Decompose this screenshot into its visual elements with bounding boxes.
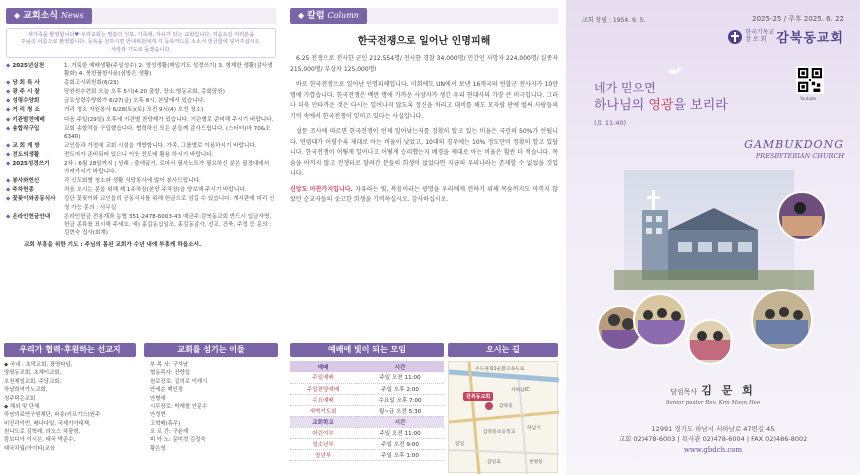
- list-line: 원로장로: 김의로 이재시: [150, 378, 208, 385]
- column-essay: [290, 32, 558, 206]
- map-label: 감일: [455, 442, 465, 447]
- list-line: 하남희여가노교회,: [4, 387, 48, 394]
- news-item-text: 각 신도회별 청소와 생활 식당봉사에 많이 봉사드립니다.: [64, 178, 201, 185]
- map-label: 감일로: [487, 460, 501, 465]
- verse-reference: (요 11:40): [594, 118, 627, 127]
- map-church-marker: 감북동교회: [463, 392, 493, 401]
- service-name: 주일찬양예배: [290, 383, 356, 394]
- diamond-icon: ◆: [14, 11, 21, 20]
- service-name: 어린이부: [290, 427, 356, 438]
- missions-title: 우리가 협력·후원하는 선교지: [4, 343, 136, 357]
- church-website[interactable]: www.gbdch.com: [683, 445, 743, 454]
- list-line: 부 목 사: 구자남: [150, 362, 189, 368]
- service-name: 새벽기도회: [290, 405, 356, 416]
- schedule-row: [290, 394, 444, 405]
- news-item-key: 기관발전예배: [12, 116, 45, 123]
- schedule-col-time: 시간: [356, 361, 444, 372]
- news-item: [6, 213, 276, 237]
- news-item: [6, 116, 276, 124]
- news-item-key: 봉사와헌신: [12, 178, 40, 185]
- english-name-sub: PRESBYTERIAN CHURCH: [755, 152, 844, 160]
- news-item-text: 총회고시위원회(6/23): [64, 80, 119, 87]
- list-line: 안병애: [150, 395, 166, 402]
- column-paragraph: 6.25 전쟁으로 전사한 군인 212,554명/ 전사한 경찰 34,000명/ 민간인 사망자 224,000명/ 실종자 215,000명/ 부상자 125,000명!: [290, 55, 558, 73]
- column-title-en: Column: [327, 11, 359, 20]
- map-label: 하남시: [527, 426, 541, 431]
- service-name: 수요예배: [290, 394, 356, 405]
- map-label: 감북동: [499, 404, 513, 409]
- church-address: 12991 경기도 하남시 서하남로 47번길 45: [651, 425, 775, 433]
- news-item-title: [6, 62, 64, 78]
- bottom-left-boxes: [0, 343, 282, 453]
- schedule-row: [290, 449, 444, 460]
- news-item-title: [6, 142, 64, 150]
- schedule-row: [290, 383, 444, 394]
- column-emphasis: 신앙도 마찬가지입니다.: [290, 185, 353, 193]
- news-item-title: [6, 116, 64, 124]
- school-rows: [290, 427, 444, 460]
- news-item: [6, 142, 276, 150]
- verse-line2: [594, 97, 728, 115]
- welcome-line: 사랑과 기도로 돕겠습니다.: [110, 46, 172, 53]
- news-item: [6, 88, 276, 96]
- church-collage-image: [594, 170, 828, 366]
- news-item: [6, 97, 276, 105]
- english-name-main: GAMBUKDONG: [744, 138, 844, 151]
- news-item: [6, 177, 276, 185]
- news-item-text: 처음 오시는 분을 위해 제 1주차장(본당 주차장)을 양보해 주시기 바랍니다.: [64, 187, 247, 194]
- news-item-key: 당 회 특 사: [12, 80, 40, 87]
- news-item: [6, 125, 276, 141]
- news-item-text: 담원원수련회 오늘 오후 5시(4:20 출발, 장소:영동교회, 총회담원): [64, 89, 225, 96]
- column-paragraph: 바로 한국전쟁으로 일어난 인명피해입니다. 미회에도 UN에서 보낸 16개국의 연합군 전사자가 10만 명에 가깝습니다. 한국전쟁은 백만 명에 가까운 사상자가 생긴 우리 현대사의 가장 큰 비극입니다. 그러나 더욱 안타까운 것은 다시는 일어나지 않도록 정신을 차리고 대비를 해도 모자랄 판에 벌써 사람들의 기억 속에서 한국전쟁이 잊히고 있다는 사실입니다.: [290, 81, 558, 120]
- service-time: 주일 오전 9:00: [356, 438, 444, 449]
- news-item-key: 2025년실천: [12, 62, 45, 69]
- news-title: 교회소식: [23, 11, 58, 21]
- schedule-row: [290, 372, 444, 383]
- cover-top: [566, 0, 860, 24]
- diamond-icon: ◆: [6, 161, 11, 168]
- news-item-key: 교 회 게 방: [12, 142, 40, 149]
- news-item-key: 송합작구입: [12, 125, 40, 132]
- service-name: 청소년부: [290, 438, 356, 449]
- news-item: [6, 62, 276, 78]
- welcome-line: 새가족을 환영합니다♥ 우리교회는 말씀의 선포, 가족애, 자유가 있는 교회입니다. 처음오신 여러분을: [27, 32, 255, 38]
- cross-icon: [728, 30, 742, 44]
- list-line: 양평동교회, 초체이교회,: [4, 370, 62, 377]
- list-line: 황은영: [150, 445, 166, 452]
- news-item-title: [6, 186, 64, 194]
- list-line: 협동목사: 진향섭: [150, 370, 190, 377]
- column-panel: [286, 0, 562, 475]
- missions-list: [4, 361, 136, 453]
- org-top: 한국기독교: [745, 28, 775, 36]
- diamond-icon: ◆: [6, 178, 11, 185]
- qr-code[interactable]: [796, 66, 824, 94]
- english-name: [684, 138, 844, 160]
- news-item: [6, 195, 276, 211]
- news-item-title: [6, 195, 64, 211]
- column-paragraph: [290, 185, 558, 206]
- schedule-header: [290, 361, 444, 372]
- qr-label: Youtube: [800, 96, 816, 101]
- servants-title: 교회를 섬기는 이들: [144, 343, 278, 357]
- news-item-text: 1. 거룩한 예배생활(주일성수) 2. 영성생활(매일기도 성경쓰기) 3. 형제한 생활(감사생활화) 4. 북한품함사용(심방은 생활): [64, 62, 273, 77]
- news-item-title: [6, 125, 64, 141]
- diamond-icon: ◆: [6, 142, 11, 149]
- news-item-key: 꽃꽂이와공동식사: [12, 196, 56, 203]
- column-header: [290, 8, 558, 24]
- list-line: 원니도로 김혁래, 라오스 차광형,: [4, 429, 81, 435]
- news-item-text: 2차 : 6월 28일까지 | 성래 : 출애굽기, 로마서 필사노트가 필요하신 분은 필경대에서 가져가시기 바랍니다.: [64, 161, 270, 176]
- news-item-title: [6, 160, 64, 176]
- news-item-key: 성령수양회: [12, 98, 40, 105]
- verse-line1: 네가 믿으면: [594, 81, 656, 95]
- diamond-icon: ◆: [6, 62, 11, 69]
- news-item-text: 강단 꽃꽂이와 교인들의 공동식사를 위해 헌금으로 섬길 수 있습니다. 게시판에 미리 신청 가능 문의 : 사무실: [64, 196, 275, 211]
- news-item-key: 온라인헌금안내: [12, 213, 51, 220]
- news-item-text: 온라인헌금 전용계좌 농협 351-2478-6003-43 예금주:감북동교회 반드시 입금자명, 헌금 종류를 표시해 주세요. 예) 홍길동십일조, 홍길동감사, 선교, 건축, 주정 등 문의 : 김현숙 집사(회계): [64, 213, 272, 236]
- news-title-en: News: [60, 11, 84, 20]
- diamond-icon: ◆: [6, 98, 11, 105]
- verse-block: [594, 80, 728, 127]
- news-item-title: [6, 151, 64, 159]
- service-time: 주일 오후 1:00: [356, 449, 444, 460]
- news-header: [6, 8, 276, 24]
- schedule-subheader: [290, 416, 444, 427]
- news-item-text: 거리 청소 자원봉사 6/28(토)(토) 오전 9시(4) 오전 청소): [64, 107, 204, 114]
- directions-title: 오시는 길: [448, 343, 558, 357]
- news-item-key: 거 리 청 소: [12, 107, 40, 114]
- church-name: 감북동교회: [776, 31, 844, 46]
- pastor-line: [566, 382, 860, 398]
- pastor-label: 담임목사: [670, 388, 698, 396]
- directions-map: [448, 361, 558, 473]
- news-item-key: 2025성경쓰기: [12, 161, 50, 168]
- list-line: 캄보디아 이시은, 태국 박준수,: [4, 437, 76, 444]
- news-item-title: [6, 213, 64, 237]
- list-line: ◆ 해외 및 단체: [4, 403, 40, 410]
- column-text: 자유라는 빛, 복음이라는 광명을 우리에게 전하기 위해 목숨까지도 아끼지 않았던 순교자들의 숭고한 희생을 기억하십시오. 감사하십시오.: [290, 185, 558, 203]
- schedule-title: 예배에 빛이 되는 모임: [290, 343, 444, 357]
- news-item-text: 다음 주일(29일) 오후에 기관별 찬양제가 있습니다. 기관별로 준비해 주시기 바랍니다.: [64, 116, 274, 123]
- diamond-icon: ◆: [6, 89, 11, 96]
- news-item-text: 교인들과 가정에 교회 시설을 개방합니다. 가족, 그룹별로 이용하시기 바랍니다.: [64, 142, 257, 149]
- news-item: [6, 79, 276, 87]
- diamond-icon: ◆: [6, 196, 11, 203]
- service-name: 청년부: [290, 449, 356, 460]
- service-time: 월~금 오전 5:30: [356, 405, 444, 416]
- list-line: 안정현: [150, 412, 166, 419]
- diamond-icon: ◆: [6, 116, 11, 123]
- map-label: 서하남IC: [511, 388, 530, 393]
- founded-date: 교회 창립 : 1954. 9. 5.: [582, 16, 646, 24]
- missions-box: [0, 343, 140, 453]
- bulletin-date: 2025-25 / 주후 2025. 6. 22: [752, 15, 844, 23]
- school-col-time: 시간: [356, 416, 444, 427]
- dove-icon: [666, 66, 684, 76]
- servants-list: [144, 361, 278, 453]
- column-heading: 한국전쟁으로 일어난 인명피해: [357, 36, 491, 47]
- prayer-footnote: 교회 부흥을 위한 기도 : 주님의 몸된 교회가 수년 내에 부흥케 하옵소서.: [24, 242, 202, 249]
- contact-block: [566, 424, 860, 456]
- news-item-title: [6, 177, 64, 185]
- schedule-row: [290, 405, 444, 416]
- servants-box: [140, 343, 282, 453]
- news-item: [6, 186, 276, 194]
- news-item-key: 광 주 시 찰: [12, 89, 40, 96]
- diamond-icon: ◆: [6, 187, 11, 194]
- map-label: 수도권제1순환고속도로: [475, 367, 525, 372]
- news-item-title: [6, 88, 64, 96]
- list-line: 비진리이빈, 베나다일, 국제기아대책,: [4, 420, 91, 427]
- schedule-rows: [290, 372, 444, 416]
- org-bottom: 장 로 회: [745, 35, 767, 43]
- list-line: 피 아 노: 문미경 김정숙: [150, 437, 206, 444]
- service-time: 주일 오후 2:00: [356, 383, 444, 394]
- column-paragraph: 설문 조사에 따르면 한국전쟁이 언제 일어났는지를 정확히 알고 있는 비율은 국민의 50%가 안됩니다. 연령대가 어릴수록 제대로 아는 비율이 낮았고, 10대의 경우에는 10% 정도만이 정확히 알고 있답니다. 한국전쟁이 어떻게 일어나고 어떻게 승리했는지 배경을 제대로 아는 비율은 훨씬 더 적습니다. 목숨을 아끼지 않고 전쟁터로 달려간 분들의 희생이 없었다면 지금의 우리나라는 존재할 수 없었을 것입니다.: [290, 128, 558, 177]
- pastor-name: 김 문 희: [701, 384, 756, 397]
- church-phones: 교회 02)478-6003 | 목사관 02)478-6004 | FAX 02)486-8002: [618, 435, 808, 444]
- news-item-text: 전도지가 준비되어 있으니 이웃 전도에 활용 하시기 바랍니다.: [64, 151, 214, 158]
- map-label: 감북동초등학교: [483, 430, 516, 435]
- cover-panel: [566, 0, 860, 475]
- service-time: 수요일 오후 7:00: [356, 394, 444, 405]
- diamond-icon: ◆: [6, 107, 11, 114]
- school-col-name: 교회학교: [290, 416, 356, 427]
- diamond-icon: ◆: [6, 213, 11, 220]
- verse-part: 하나님의: [594, 97, 649, 113]
- list-line: 오 르 간: 구윤재: [150, 429, 189, 435]
- diamond-icon: ◆: [298, 11, 305, 20]
- welcome-box: [6, 28, 276, 58]
- pastor-english: Senior pastor Rev. Kim Moon Hee: [665, 400, 761, 406]
- news-item-title: [6, 97, 64, 105]
- news-item: [6, 160, 276, 176]
- welcome-line: 주님의 이름으로 환영합니다. 등록을 원하시면 안내위원에게 기 등록카드를 소소서 헌금함에 넣어주십시오.: [20, 39, 262, 46]
- pastor-block: [566, 382, 860, 406]
- diamond-icon: ◆: [6, 125, 11, 132]
- list-line: 하남의료연구원제단, 파송(키르기스)원주: [4, 412, 101, 419]
- church-logo: [566, 27, 844, 46]
- schedule-row: [290, 438, 444, 449]
- news-item-text: 금요성령수양회가 6/27(금) 오후 8시, 본당에서 있습니다.: [64, 98, 206, 105]
- map-label: 천현동: [529, 460, 543, 465]
- column-title: 칼럼: [307, 11, 325, 21]
- news-list: [6, 62, 276, 237]
- diamond-icon: ◆: [6, 80, 11, 87]
- list-line: 태국차월(아이티)교육: [4, 445, 56, 452]
- service-time: 주일 오전 11:00: [356, 372, 444, 383]
- schedule-box: [290, 343, 444, 461]
- list-line: ◆ 국내 : 초막교회, 광명타임,: [4, 362, 73, 368]
- verse-accent: 영광: [648, 97, 674, 113]
- news-item: [6, 106, 276, 114]
- news-item-title: [6, 79, 64, 87]
- schedule-col-name: 예배: [290, 361, 356, 372]
- service-name: 주일예배: [290, 372, 356, 383]
- schedule-table: [290, 361, 444, 461]
- list-line: 오천제일교회, 주당교회,: [4, 378, 62, 385]
- verse-part: 을 보리라: [673, 97, 728, 113]
- news-item-title: [6, 106, 64, 114]
- news-item-key: 주차헌종: [12, 187, 34, 194]
- news-item: [6, 151, 276, 159]
- list-line: 고혁배(휴무): [150, 420, 181, 427]
- diamond-icon: ◆: [6, 151, 11, 158]
- news-item-text: 교회 송합작을 구입했습니다. 협력하신 모든 분들께 감사드립니다. (스터터)마 70&소 6340): [64, 125, 271, 140]
- schedule-row: [290, 427, 444, 438]
- directions-box: [448, 343, 558, 473]
- news-item-key: 전도의생활: [12, 151, 40, 158]
- service-time: 주일 오전 11:00: [356, 427, 444, 438]
- list-line: 안에순 백인정: [150, 387, 183, 394]
- list-line: 시무장로: 박제철 안문수: [150, 403, 208, 410]
- list-line: 청주탁은교회: [4, 395, 36, 402]
